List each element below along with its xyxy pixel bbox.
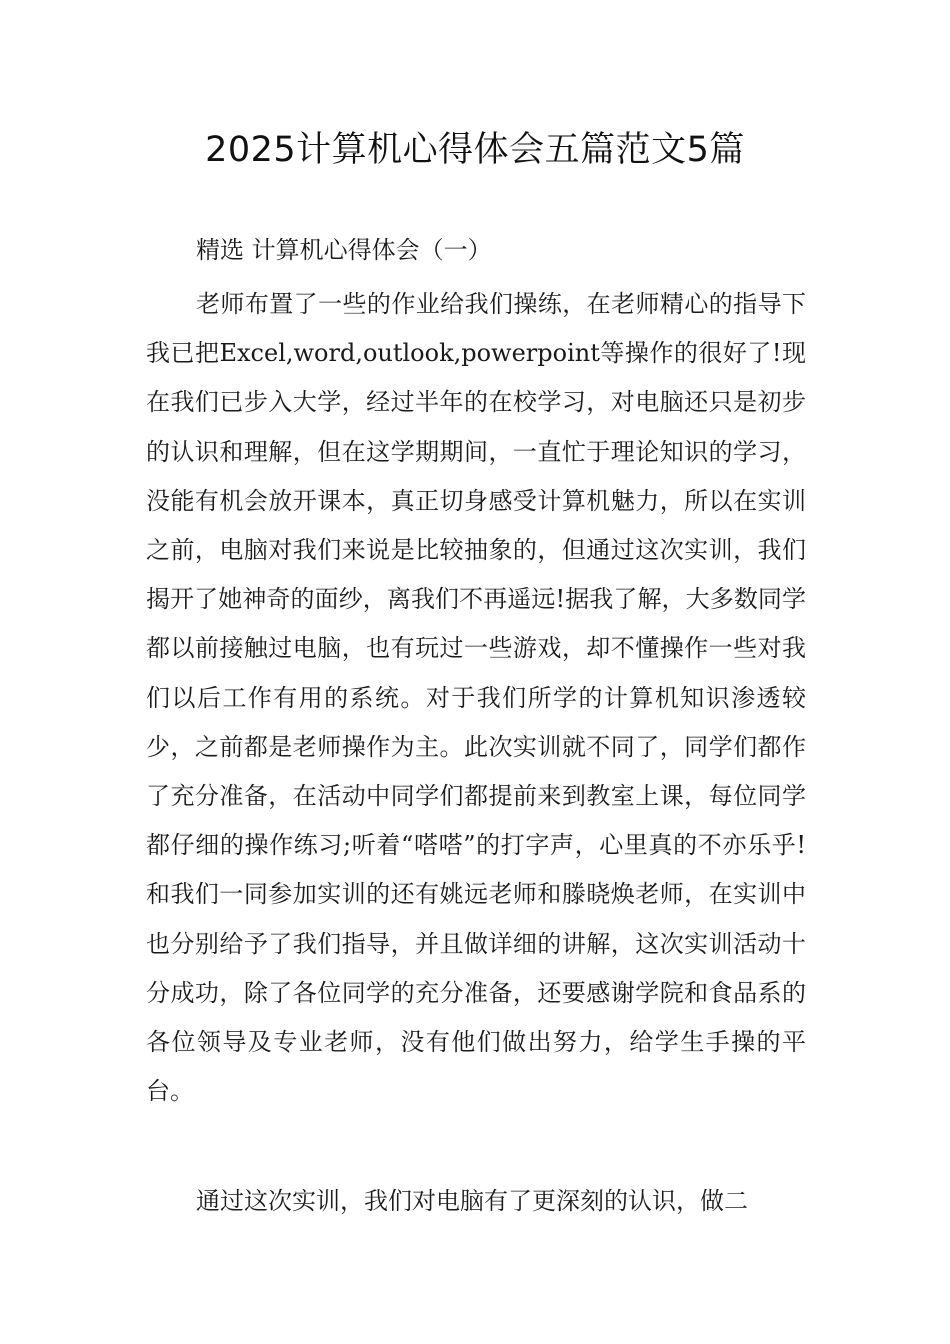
section-heading: 精选 计算机心得体会（一） [196, 236, 492, 264]
document-title: 2025计算机心得体会五篇范文5篇 [205, 130, 745, 170]
body-paragraph: 老师布置了一些的作业给我们操练，在老师精心的指导下我已把Excel,word,outlook,powerpoint等操作的很好了!现在我们已步入大学，经过半年的在校学习，对电脑还只是初步的认识和理解，但在这学期期间，一直忙于理论知识的学习，没能有机会放开课本，真正切身感受计算机魅力，所以在实训之前，电脑对我们来说是比较抽象的，但通过这次实训，我们揭开了她神奇的面纱，离我们不再遥远!据我了解，大多数同学都以前接触过电脑，也有玩过一些游戏，却不懂操作一些对我们以后工作有用的系统。对于我们所学的计算机知识渗透较少，之前都是老师操作为主。此次实训就不同了，同学们都作了充分准备，在活动中同学们都提前来到教室上课，每位同学都仔细的操作练习;听着“嗒嗒”的打字声，心里真的不亦乐乎!和我们一同参加实训的还有姚远老师和滕晓焕老师，在实训中也分别给予了我们指导，并且做详细的讲解，这次实训活动十分成功，除了各位同学的充分准备，还要感谢学院和食品系的各位领导及专业老师，没有他们做出努力，给学生手操的平台。 [146, 290, 806, 1106]
body-paragraph: 通过这次实训，我们对电脑有了更深刻的认识，做二 [196, 1187, 748, 1215]
